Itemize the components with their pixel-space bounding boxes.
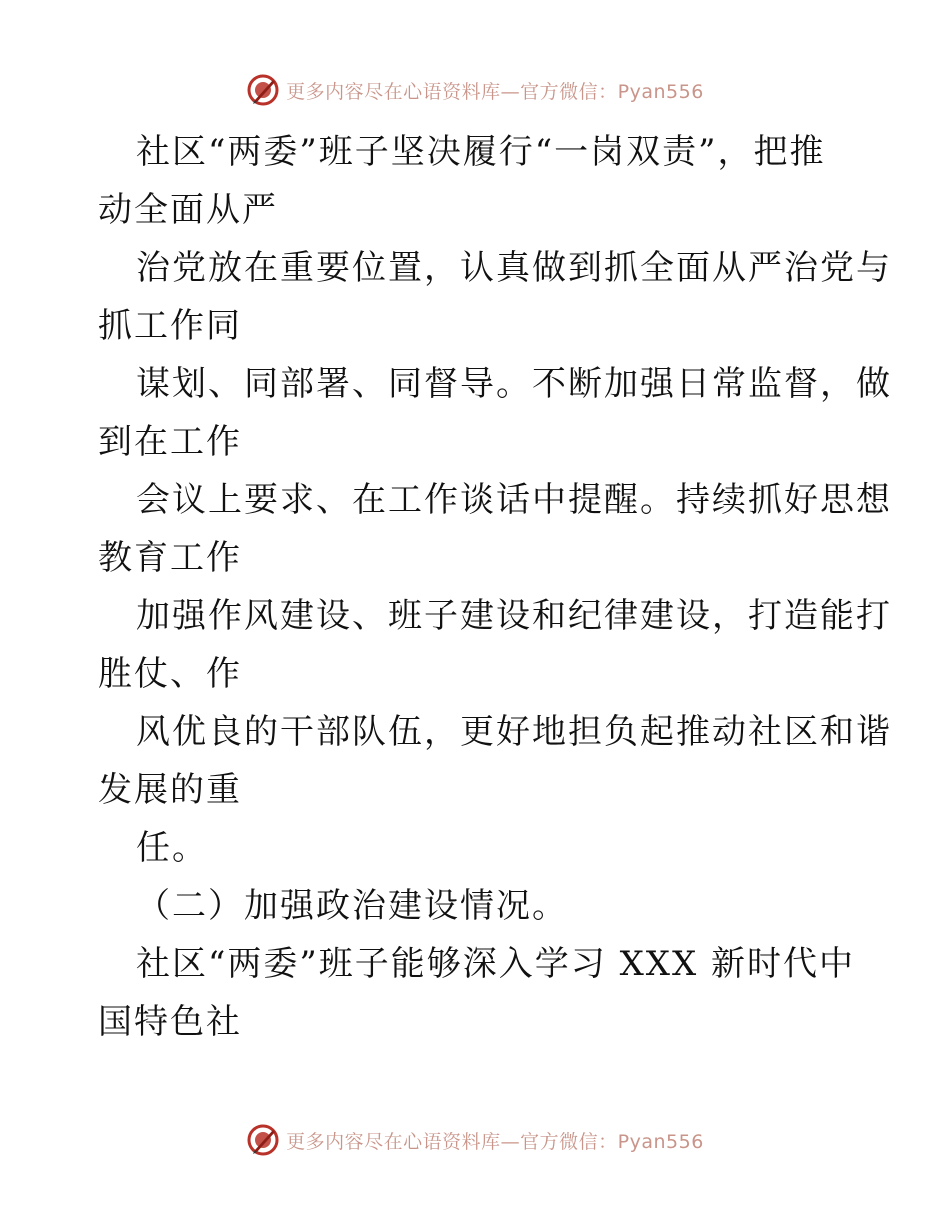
watermark-text: 更多内容尽在心语资料库—官方微信：Pyan556 [286,1130,704,1153]
document-body [98,123,892,1051]
text-line: 动全面从严 [98,190,278,230]
text-line: 教育工作 [98,538,242,578]
text-line: 国特色社 [98,1002,242,1042]
header-watermark [0,70,950,110]
text-line: 胜仗、作 [98,654,242,694]
text-line: 治党放在重要位置，认真做到抓全面从严治党与 [136,248,892,288]
text-line: 任。 [136,828,208,868]
watermark-text: 更多内容尽在心语资料库—官方微信：Pyan556 [286,80,704,103]
text-line: 发展的重 [98,770,242,810]
text-line: 会议上要求、在工作谈话中提醒。持续抓好思想 [136,480,892,520]
text-line: 加强作风建设、班子建设和纪律建设，打造能打 [136,596,892,636]
text-line: 社区“两委”班子坚决履行“一岗双责”，把推 [136,132,826,172]
pen-logo-icon [246,73,280,107]
text-line: 社区“两委”班子能够深入学习 XXX 新时代中 [136,944,855,984]
pen-logo-icon [246,1123,280,1157]
text-line: 谋划、同部署、同督导。不断加强日常监督，做 [136,364,892,404]
section-heading: （二）加强政治建设情况。 [136,886,568,926]
footer-watermark [0,1120,950,1160]
text-line: 到在工作 [98,422,242,462]
text-line: 风优良的干部队伍，更好地担负起推动社区和谐 [136,712,892,752]
text-line: 抓工作同 [98,306,242,346]
